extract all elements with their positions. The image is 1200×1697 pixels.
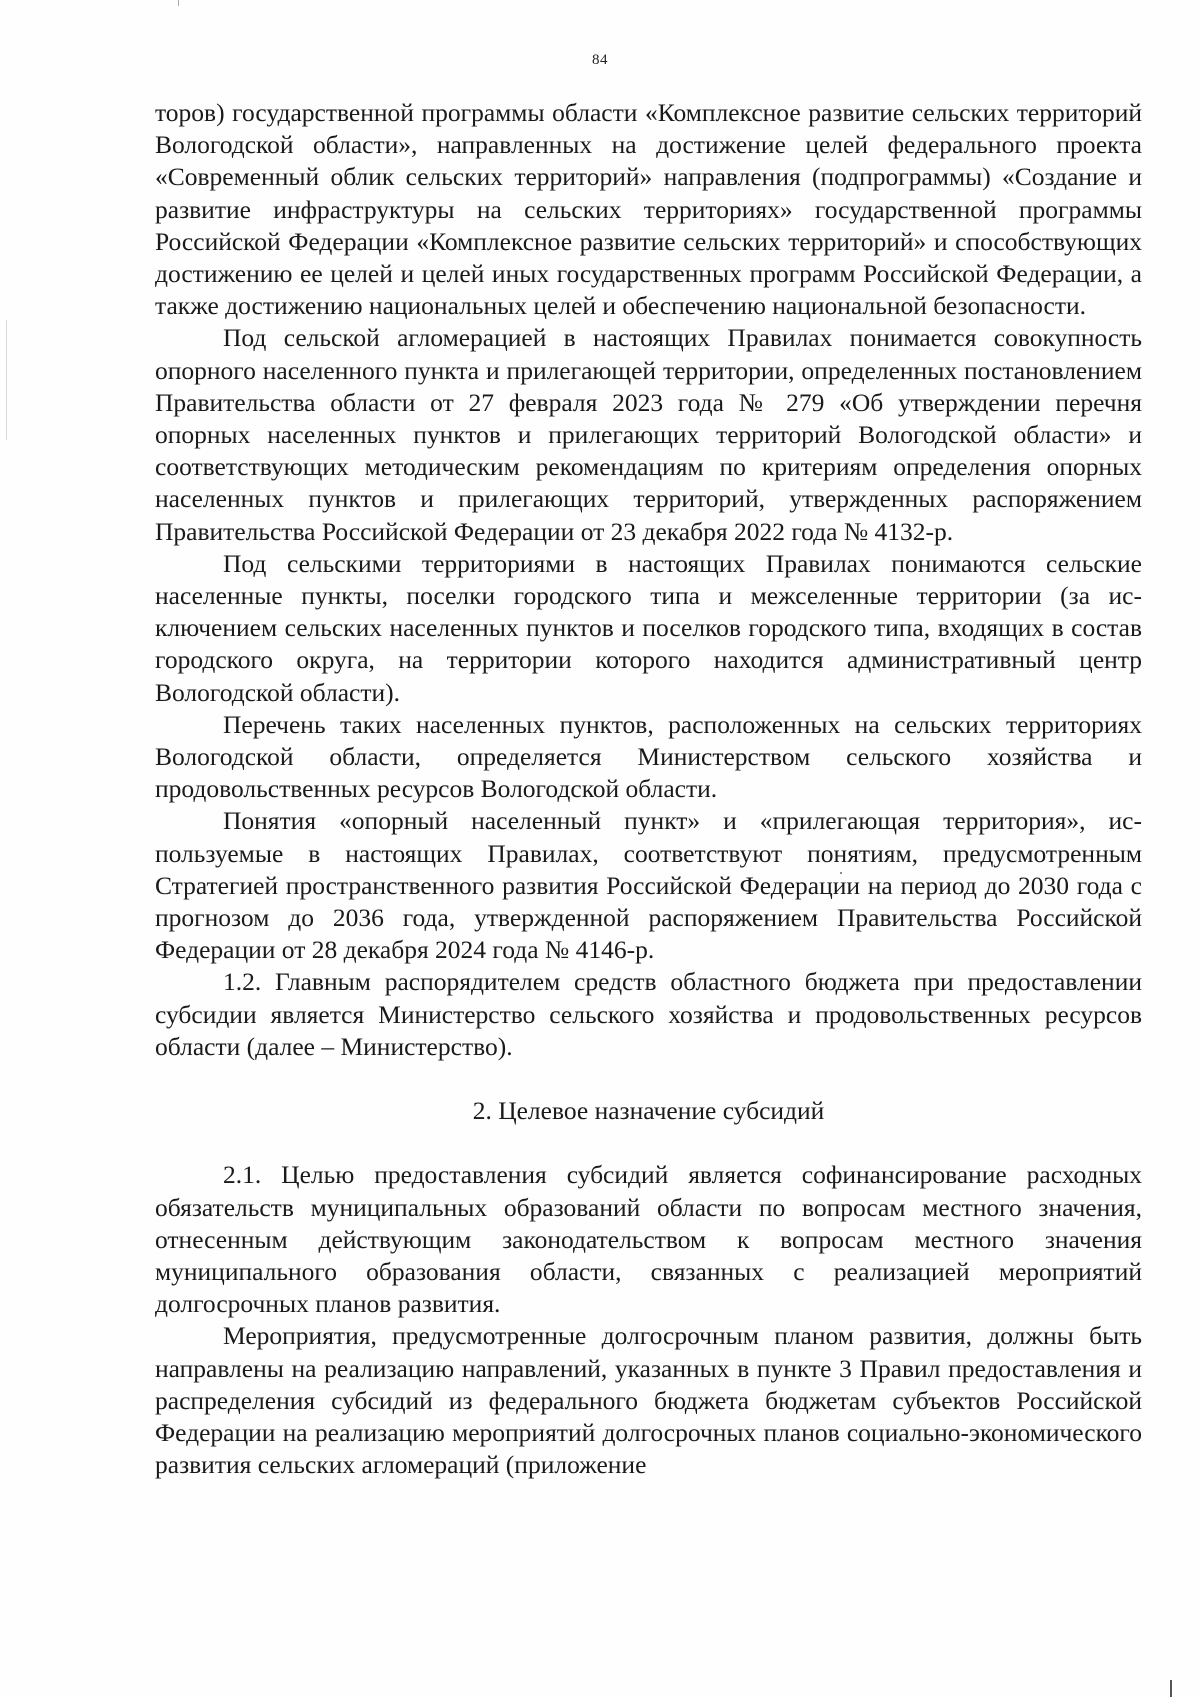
document-body xyxy=(155,97,1142,1481)
paragraph-activities: Мероприятия, предусмотренные долгосрочным планом развития, должны быть направлены на реализацию направлений, указанных в пункте 3 Правил предоставления и распределения субсидий из федерального бюджета бюджетам субъектов Российской Федерации на реализацию мероприятий долгосрочных планов социально-экономического развития сельских агломераций (приложение xyxy=(155,1321,1142,1480)
paragraph-continuation: торов) государственной программы области «Комплексное развитие сельских территорий Вологодской области», направленных на достижение целей федерального проекта «Современный облик сельских территорий» направления (подпрограммы) «Создание и развитие инфраструктуры на сельских территориях» государственной программы Российской Федерации «Комплексное развитие сельских территорий» и способствующих достижению ее целей и целей иных государственных программ Российской Федерации, а также достижению национальных целей и обеспечению национальной безопасности. xyxy=(155,98,1142,321)
section-heading: 2. Целевое назначение субсидий xyxy=(472,1096,825,1126)
scan-edge-mark xyxy=(178,0,179,6)
scan-edge-mark xyxy=(6,320,7,440)
paragraph-rural-territories-definition: Под сельскими территориями в настоящих Правилах понимаются сельские населенные пункты, поселки городского типа и межселенные территории (за исключением сельских населенных пунктов и поселков городского типа, входящих в состав городского округа, на территории которого находится административный центр Вологодской области). xyxy=(155,548,1142,707)
paragraph-settlements-list: Перечень таких населенных пунктов, расположенных на сельских территориях Вологодской области, определяется Министерством сельского хозяйства и продовольственных ресурсов Вологодской области. xyxy=(155,709,1142,804)
paragraph-agglomeration-definition: Под сельской агломерацией в настоящих Правилах понимается совокупность опорного населенного пункта и прилегающей территории, определенных постановлением Правительства области от 27 февраля 2023 года № 279 «Об утверждении перечня опорных населенных пунктов и прилегающих территорий Вологодской области» и соответствующих методическим рекомендациям по критериям определения опорных населенных пунктов и прилегающих территорий, утвержденных распоряжением Правительства Российской Федерации от 23 декабря 2022 года № 4132-р. xyxy=(155,323,1142,546)
scan-edge-mark xyxy=(1170,1680,1172,1697)
paragraph-concepts: Понятия «опорный населенный пункт» и «прилегающая территория», используемые в настоящих Правилах, соответствуют понятиям, предусмотренным Стратегией пространственного развития Российской Федерации на период до 2030 года с прогнозом до 2036 года, утвержденной распоряжением Правительства Российской Федерации от 28 декабря 2024 года № 4146-р. xyxy=(155,806,1142,965)
page-number: 84 xyxy=(592,52,608,68)
paragraph-purpose: 2.1. Целью предоставления субсидий является софинансирование расходных обязательств муниципальных образований области по вопросам местного значения, отнесенным действующим законодательством к вопросам местного значения муниципального образования области, связанных с реализацией мероприятий долгосрочных планов развития. xyxy=(155,1160,1142,1319)
paragraph-main-administrator: 1.2. Главным распорядителем средств областного бюджета при предоставлении субсидии является Министерство сельского хозяйства и продовольственных ресурсов области (далее – Министерство). xyxy=(155,967,1142,1061)
